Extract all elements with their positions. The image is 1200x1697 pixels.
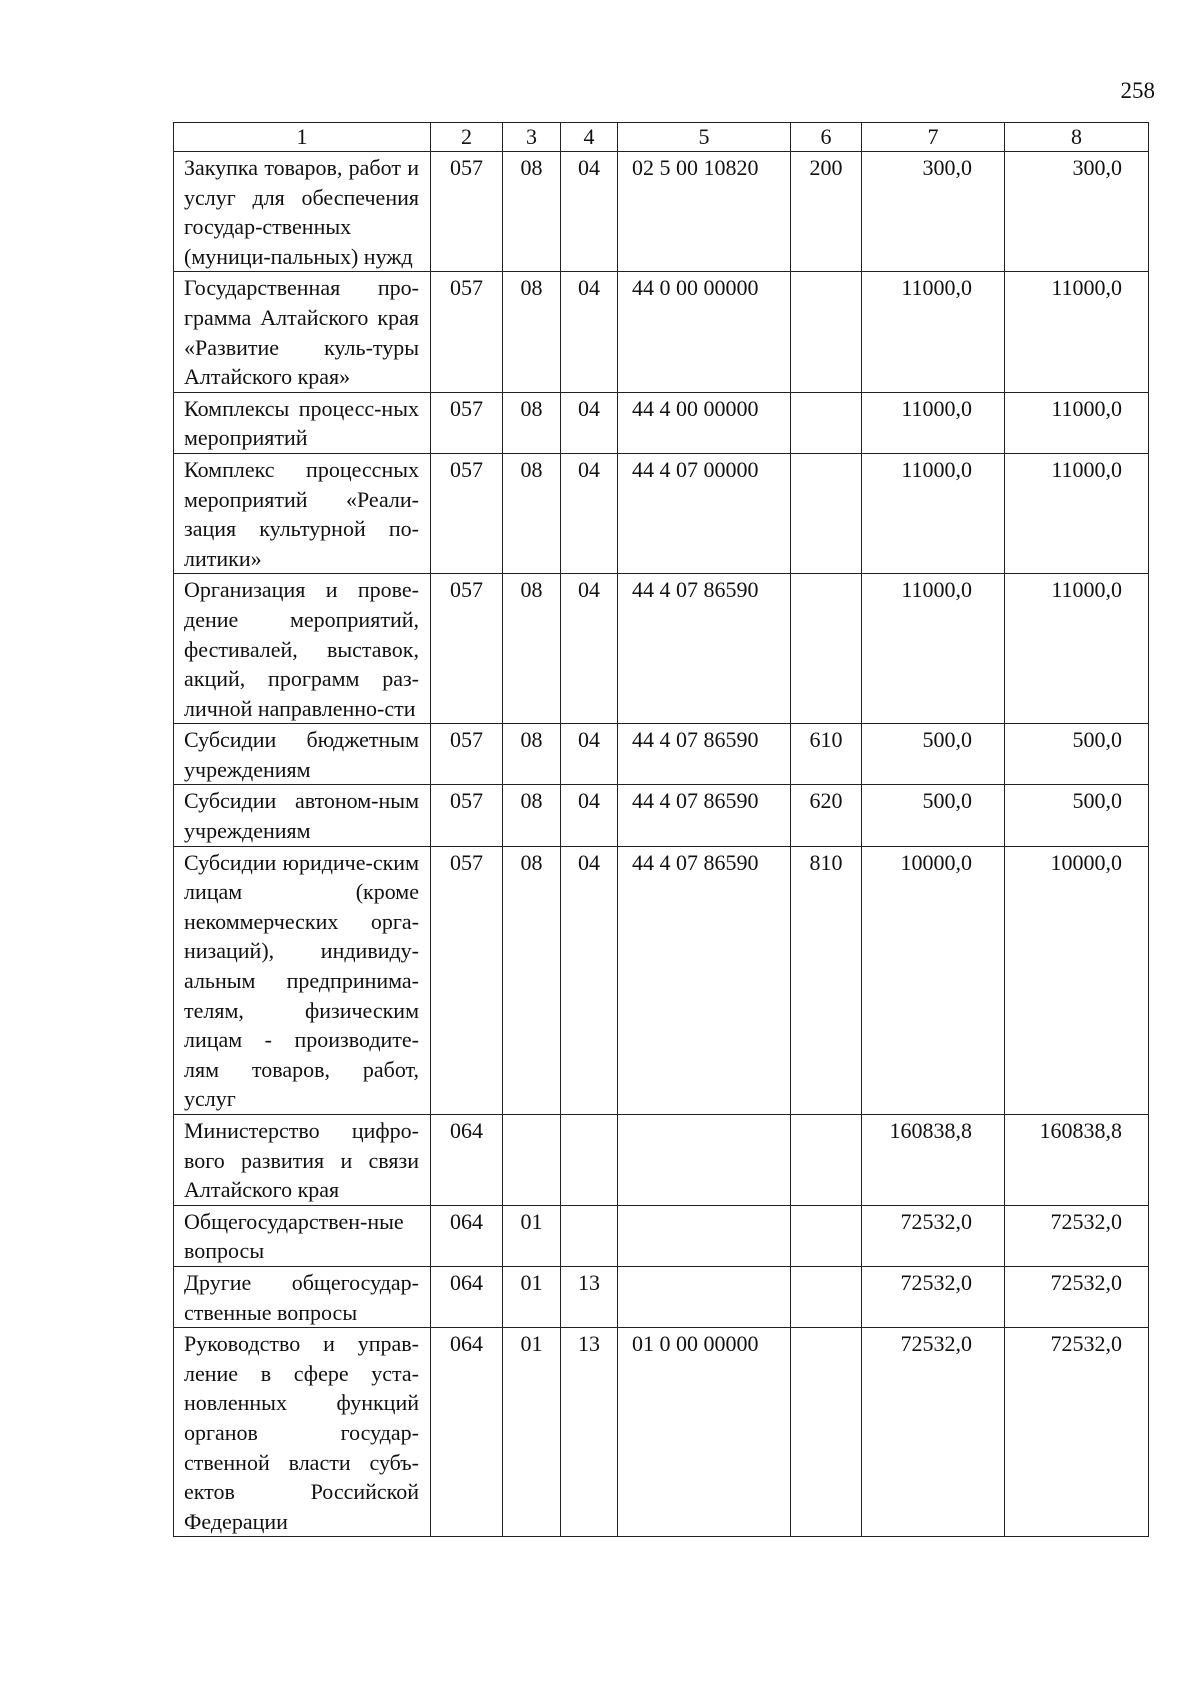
expense-name: Организация и прове-дение мероприятий, фестивалей, выставок, акций, программ раз-личной направленно-сти bbox=[174, 574, 431, 724]
subsection-code: 04 bbox=[561, 152, 618, 272]
expense-type-code bbox=[791, 272, 862, 392]
ministry-code: 064 bbox=[431, 1205, 503, 1266]
amount-col-8: 500,0 bbox=[1005, 724, 1149, 785]
amount-col-7: 160838,8 bbox=[862, 1115, 1005, 1206]
table-row bbox=[174, 1266, 1149, 1327]
table-row bbox=[174, 392, 1149, 453]
subsection-code: 04 bbox=[561, 453, 618, 573]
column-header: 5 bbox=[618, 123, 791, 152]
table-row bbox=[174, 846, 1149, 1114]
target-article-code: 44 4 07 86590 bbox=[618, 846, 791, 1114]
section-code: 08 bbox=[503, 846, 561, 1114]
expense-name: Общегосударствен-ные вопросы bbox=[174, 1205, 431, 1266]
ministry-code: 057 bbox=[431, 785, 503, 846]
table-header-row bbox=[174, 123, 1149, 152]
target-article-code: 44 4 07 86590 bbox=[618, 574, 791, 724]
amount-col-7: 500,0 bbox=[862, 785, 1005, 846]
amount-col-8: 10000,0 bbox=[1005, 846, 1149, 1114]
page-number: 258 bbox=[1120, 78, 1155, 103]
ministry-code: 057 bbox=[431, 152, 503, 272]
expense-type-code bbox=[791, 453, 862, 573]
expense-type-code bbox=[791, 1266, 862, 1327]
ministry-code: 057 bbox=[431, 272, 503, 392]
table-row bbox=[174, 574, 1149, 724]
expense-type-code: 810 bbox=[791, 846, 862, 1114]
subsection-code: 04 bbox=[561, 272, 618, 392]
expense-name: Комплекс процессных мероприятий «Реали-зация культурной по-литики» bbox=[174, 453, 431, 573]
expense-name: Государственная про-грамма Алтайского края «Развитие куль-туры Алтайского края» bbox=[174, 272, 431, 392]
ministry-code: 064 bbox=[431, 1266, 503, 1327]
target-article-code: 02 5 00 10820 bbox=[618, 152, 791, 272]
section-code: 01 bbox=[503, 1266, 561, 1327]
column-header: 6 bbox=[791, 123, 862, 152]
ministry-code: 057 bbox=[431, 724, 503, 785]
target-article-code bbox=[618, 1115, 791, 1206]
expense-type-code bbox=[791, 574, 862, 724]
subsection-code: 04 bbox=[561, 392, 618, 453]
table-row bbox=[174, 724, 1149, 785]
target-article-code: 44 0 00 00000 bbox=[618, 272, 791, 392]
subsection-code: 04 bbox=[561, 846, 618, 1114]
amount-col-7: 72532,0 bbox=[862, 1205, 1005, 1266]
ministry-code: 057 bbox=[431, 453, 503, 573]
table-row bbox=[174, 453, 1149, 573]
amount-col-8: 11000,0 bbox=[1005, 453, 1149, 573]
subsection-code bbox=[561, 1205, 618, 1266]
section-code: 08 bbox=[503, 724, 561, 785]
section-code: 08 bbox=[503, 152, 561, 272]
amount-col-8: 11000,0 bbox=[1005, 574, 1149, 724]
subsection-code: 04 bbox=[561, 785, 618, 846]
target-article-code bbox=[618, 1205, 791, 1266]
subsection-code: 04 bbox=[561, 574, 618, 724]
expense-type-code: 610 bbox=[791, 724, 862, 785]
amount-col-8: 72532,0 bbox=[1005, 1266, 1149, 1327]
column-header: 8 bbox=[1005, 123, 1149, 152]
target-article-code: 44 4 07 86590 bbox=[618, 785, 791, 846]
expense-name: Субсидии автоном-ным учреждениям bbox=[174, 785, 431, 846]
table-row bbox=[174, 1115, 1149, 1206]
table-row bbox=[174, 1205, 1149, 1266]
amount-col-7: 72532,0 bbox=[862, 1266, 1005, 1327]
expense-type-code: 620 bbox=[791, 785, 862, 846]
ministry-code: 064 bbox=[431, 1328, 503, 1537]
column-header: 2 bbox=[431, 123, 503, 152]
subsection-code bbox=[561, 1115, 618, 1206]
expense-type-code bbox=[791, 392, 862, 453]
ministry-code: 057 bbox=[431, 392, 503, 453]
amount-col-8: 300,0 bbox=[1005, 152, 1149, 272]
column-header: 4 bbox=[561, 123, 618, 152]
target-article-code: 44 4 00 00000 bbox=[618, 392, 791, 453]
table-row bbox=[174, 785, 1149, 846]
amount-col-7: 11000,0 bbox=[862, 574, 1005, 724]
amount-col-7: 11000,0 bbox=[862, 392, 1005, 453]
section-code: 08 bbox=[503, 453, 561, 573]
section-code: 08 bbox=[503, 574, 561, 724]
subsection-code: 04 bbox=[561, 724, 618, 785]
expense-type-code bbox=[791, 1115, 862, 1206]
column-header: 7 bbox=[862, 123, 1005, 152]
amount-col-8: 500,0 bbox=[1005, 785, 1149, 846]
expense-type-code bbox=[791, 1205, 862, 1266]
amount-col-7: 11000,0 bbox=[862, 272, 1005, 392]
column-header: 1 bbox=[174, 123, 431, 152]
section-code: 08 bbox=[503, 392, 561, 453]
expense-name: Субсидии юридиче-ским лицам (кроме некоммерческих орга-низаций), индивиду-альным предпринима-телям, физическим лицам - производите-лям товаров, работ, услуг bbox=[174, 846, 431, 1114]
ministry-code: 057 bbox=[431, 846, 503, 1114]
subsection-code: 13 bbox=[561, 1328, 618, 1537]
amount-col-7: 11000,0 bbox=[862, 453, 1005, 573]
amount-col-8: 11000,0 bbox=[1005, 392, 1149, 453]
amount-col-7: 10000,0 bbox=[862, 846, 1005, 1114]
amount-col-8: 72532,0 bbox=[1005, 1328, 1149, 1537]
section-code: 08 bbox=[503, 272, 561, 392]
column-header: 3 bbox=[503, 123, 561, 152]
target-article-code: 44 4 07 00000 bbox=[618, 453, 791, 573]
section-code: 08 bbox=[503, 785, 561, 846]
amount-col-7: 500,0 bbox=[862, 724, 1005, 785]
table-row bbox=[174, 1328, 1149, 1537]
expense-name: Руководство и управ-ление в сфере уста-новленных функций органов государ-ственной власти субъ-ектов Российской Федерации bbox=[174, 1328, 431, 1537]
ministry-code: 064 bbox=[431, 1115, 503, 1206]
subsection-code: 13 bbox=[561, 1266, 618, 1327]
expense-name: Субсидии бюджетным учреждениям bbox=[174, 724, 431, 785]
target-article-code: 01 0 00 00000 bbox=[618, 1328, 791, 1537]
table-row bbox=[174, 272, 1149, 392]
amount-col-8: 160838,8 bbox=[1005, 1115, 1149, 1206]
amount-col-7: 72532,0 bbox=[862, 1328, 1005, 1537]
expense-name: Другие общегосудар-ственные вопросы bbox=[174, 1266, 431, 1327]
section-code bbox=[503, 1115, 561, 1206]
table-row bbox=[174, 152, 1149, 272]
target-article-code bbox=[618, 1266, 791, 1327]
budget-table bbox=[173, 122, 1149, 1537]
expense-name: Министерство цифро-вого развития и связи Алтайского края bbox=[174, 1115, 431, 1206]
target-article-code: 44 4 07 86590 bbox=[618, 724, 791, 785]
amount-col-7: 300,0 bbox=[862, 152, 1005, 272]
section-code: 01 bbox=[503, 1205, 561, 1266]
section-code: 01 bbox=[503, 1328, 561, 1537]
expense-type-code: 200 bbox=[791, 152, 862, 272]
expense-type-code bbox=[791, 1328, 862, 1537]
expense-name: Закупка товаров, работ и услуг для обеспечения государ-ственных (муници-пальных) нужд bbox=[174, 152, 431, 272]
expense-name: Комплексы процесс-ных мероприятий bbox=[174, 392, 431, 453]
amount-col-8: 11000,0 bbox=[1005, 272, 1149, 392]
amount-col-8: 72532,0 bbox=[1005, 1205, 1149, 1266]
ministry-code: 057 bbox=[431, 574, 503, 724]
